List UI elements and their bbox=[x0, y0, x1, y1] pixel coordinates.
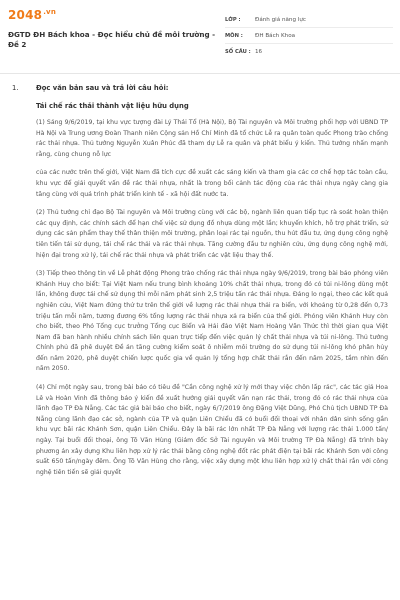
brand-name: 2048 bbox=[8, 8, 43, 22]
paragraph: (1) Sáng 9/6/2019, tại khu vực tượng đài Lý Thái Tổ (Hà Nội), Bộ Tài nguyên và Môi trường phối hợp với UBND TP Hà Nội và Trung ương Đoàn Thanh niên Cộng sản Hồ Chí Minh đã tổ chức Lễ ra quân toàn quốc Phong trào chống rác thải nhựa. Thủ tướng Nguyễn Xuân Phúc đã tham dự Lễ ra quân và phát biểu ý kiến. Thủ tướng nhấn mạnh rằng, cùng chung nỗ lực bbox=[36, 119, 388, 158]
brand-logo[interactable] bbox=[8, 8, 56, 22]
paragraph: (3) Tiếp theo thông tin về Lễ phát động Phong trào chống rác thải nhựa ngày 9/6/2019, trong bài báo phóng viên Khánh Huy cho biết: Tại Việt Nam nếu trung bình khoảng 10% chất thải nhựa, trong đó có túi ni-lông dùng một lần, không được tái chế sử dụng thì mỗi năm phát sinh 2,5 triệu tấn rác thải nhựa. Đáng lo ngại, theo các kết quả nghiên cứu, Việt Nam đứng thứ tư trên thế giới về lượng rác thải nhựa thải ra biển, với khoảng từ 0,28 đến 0,73 triệu tấn mỗi năm, tương đương 6% tổng lượng rác thải nhựa xả ra biển của thế giới. Phóng viên Khánh Huy còn cho biết, theo Phó Tổng cục trưởng Tổng cục Biển và Hải đảo Việt Nam Hoàng Văn Thức thì thời gian qua Việt Nam đã ban hành nhiều chính sách liên quan trực tiếp đến việc quản lý chất thải nhựa và túi ni-lông. Thủ tướng Chính phủ đã phê duyệt Đề án tăng cường kiểm soát ô nhiễm môi trường do sử dụng túi ni-lông khó phân hủy đến năm 2020, phê duyệt chiến lược quốc gia về quản lý tổng hợp chất thải rắn đến năm 2025, tầm nhìn đến năm 2050. bbox=[36, 270, 388, 373]
paragraph: (4) Chỉ một ngày sau, trong bài báo có tiêu đề "Cần công nghệ xử lý mới thay việc chôn lấp rác", các tác giả Hoa Lê và Hoàn Vinh đã thông báo ý kiến đề xuất hướng giải quyết vấn nạn rác thải, trong đó có rác thải nhựa của lãnh đạo TP Đà Nẵng. Các tác giả bài báo cho biết, ngày 6/7/2019 ông Đặng Việt Dũng, Phó Chủ tịch UBND TP Đà Nẵng cùng lãnh đạo các sở, ngành của TP và quận Liên Chiểu đã có buổi đối thoại với nhân dân sinh sống gần khu vực bãi rác Khánh Sơn, quận Liên Chiểu. Đây là bãi rác lớn nhất TP Đà Nẵng với lượng rác thải 1.000 tấn/ ngày. Tại buổi đối thoại, ông Tô Văn Hùng (Giám đốc Sở Tài nguyên và Môi trường TP Đà Nẵng) đã trình bày phương án xây dựng Khu liên hợp xử lý rác thải bằng công nghệ đốt rác phát điện tại bãi rác Khánh Sơn với công suất 650 tấn/ngày đêm. Ông Tô Văn Hùng cho rằng, việc xây dựng một khu liên hợp xử lý chất thải rắn với công nghệ tiên tiến sẽ giải quyết bbox=[36, 384, 388, 476]
question-instruction: Đọc văn bản sau và trả lời câu hỏi: bbox=[36, 84, 169, 92]
info-value: ĐH Bách Khoa bbox=[255, 32, 296, 39]
question-number: 1. bbox=[12, 84, 19, 92]
info-label: MÔN : bbox=[225, 32, 243, 39]
article-body bbox=[36, 118, 388, 486]
paragraph: của các nước trên thế giới, Việt Nam đã tích cực đề xuất các sáng kiến và tham gia các cơ chế hợp tác toàn cầu, khu vực để giải quyết vấn đề rác thải nhựa, nhất là trong bối cảnh tác động của rác thải nhựa ngày càng gia tăng cùng với quá trình phát triển kinh tế - xã hội đất nước ta. bbox=[36, 169, 388, 198]
info-panel bbox=[225, 12, 393, 60]
brand-suffix: .vn bbox=[43, 8, 57, 16]
page-header bbox=[0, 0, 400, 74]
question-header bbox=[12, 84, 169, 92]
info-row-subject bbox=[225, 28, 393, 44]
info-row-count bbox=[225, 44, 393, 60]
info-label: SỐ CÂU : bbox=[225, 49, 251, 55]
page-title: ĐGTD ĐH Bách khoa - Đọc hiểu chủ đề môi trường - Đề 2 bbox=[8, 30, 216, 49]
info-value: Đánh giá năng lực bbox=[255, 16, 306, 23]
article-title: Tái chế rác thải thành vật liệu hữu dụng bbox=[36, 102, 189, 110]
info-label: LỚP : bbox=[225, 16, 241, 23]
info-value: 16 bbox=[255, 49, 263, 55]
paragraph: (2) Thủ tướng chỉ đạo Bộ Tài nguyên và Môi trường cùng với các bộ, ngành liên quan tiếp tục rà soát hoàn thiện các quy định, các chính sách để hạn chế việc sử dụng đồ nhựa dùng một lần; khuyến khích, hỗ trợ phát triển, sử dụng các sản phẩm thay thế thân thiện môi trường, phân loại rác tại nguồn, thu hút đầu tư, ứng dụng công nghệ tiên tiến tái sử dụng, tái chế rác thải và rác thải nhựa. Tăng cường đầu tư nghiên cứu, ứng dụng công nghệ mới, hiện đại trong xử lý, tái chế rác thải nhựa và phát triển các vật liệu thay thế. bbox=[36, 209, 388, 259]
info-row-class bbox=[225, 12, 393, 28]
